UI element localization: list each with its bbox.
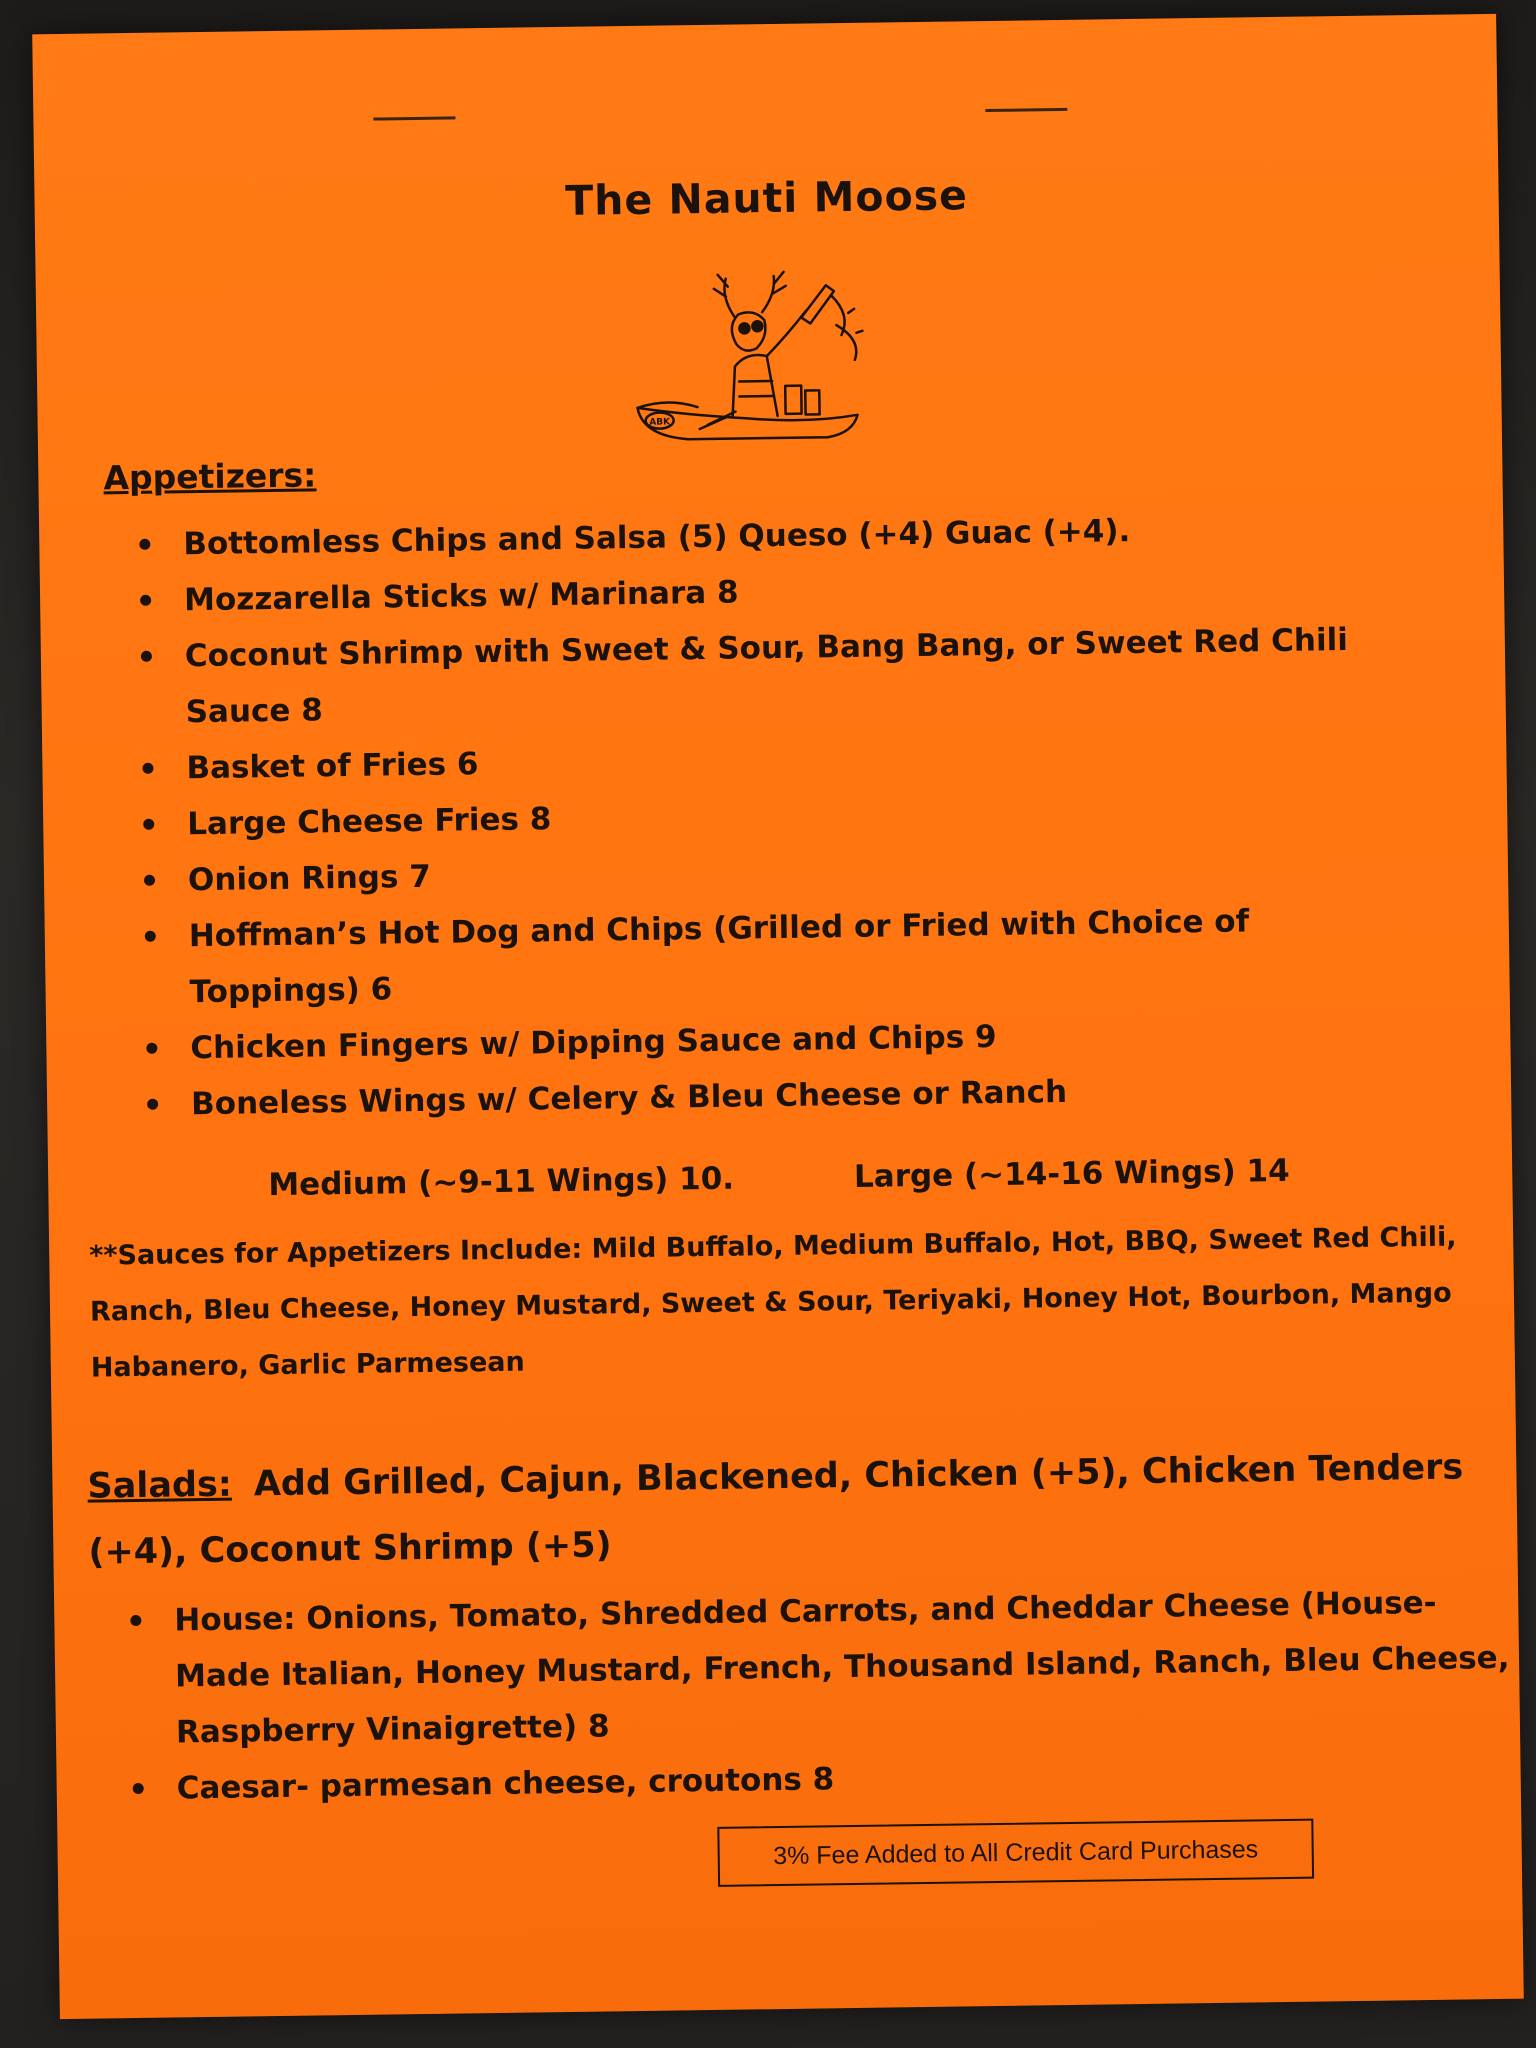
item-text: Onion Rings 7 [187,858,432,899]
credit-card-fee-notice: 3% Fee Added to All Credit Card Purchases [717,1819,1314,1887]
item-text: Large Cheese Fries 8 [187,801,552,843]
bullet-icon [144,875,155,886]
list-item [188,891,1419,1020]
bullet-icon [146,1043,157,1054]
salads-list [174,1574,1517,1817]
bullet-icon [143,819,154,830]
salads-heading: Salads: [87,1464,233,1507]
item-text: House: Onions, Tomato, Shredded Carrots, and Cheddar Cheese (House-Made Italian, Honey Mustard, French, Thousand Island, Ranch, Bleu Cheese, Raspberry Vinaigrette) 8 [174,1584,1510,1751]
top-left-dash [373,116,455,120]
salads-header [87,1434,1529,1586]
salads-addons: Add Grilled, Cajun, Blackened, Chicken (+5), Chicken Tenders (+4), Coconut Shrimp (+5) [88,1447,1464,1573]
item-text: Boneless Wings w/ Celery & Bleu Cheese or Ranch [190,1073,1068,1123]
wing-medium-price: Medium (~9-11 Wings) 10. [268,1160,735,1204]
bullet-icon [139,539,150,550]
bullet-icon [147,1099,158,1110]
item-text: Bottomless Chips and Salsa (5) Queso (+4) Guac (+4). [183,513,1131,563]
sauces-note: **Sauces for Appetizers Include: Mild Buffalo, Medium Buffalo, Hot, BBQ, Sweet Red Chili, Ranch, Bleu Cheese, Honey Mustard, Sweet & Sour, Teriyaki, Honey Hot, Bourbon, Mango Habanero, Garlic Parmesean [89,1221,1457,1384]
item-text: Mozzarella Sticks w/ Marinara 8 [183,574,739,619]
list-item [174,1574,1516,1761]
item-text: Hoffman’s Hot Dog and Chips (Grilled or Fried with Choice of Toppings) 6 [188,903,1250,1011]
bullet-icon [133,1783,144,1794]
appetizers-heading: Appetizers: [103,455,317,498]
moose-canoe-logo [625,254,888,448]
item-text: Basket of Fries 6 [186,746,479,787]
list-item [185,611,1416,740]
item-text: Coconut Shrimp with Sweet & Sour, Bang Bang, or Sweet Red Chili Sauce 8 [184,622,1349,731]
bullet-icon [140,595,151,606]
item-text: Chicken Fingers w/ Dipping Sauce and Chips 9 [190,1018,997,1067]
bullet-icon [130,1615,141,1626]
wing-large-price: Large (~14-16 Wings) 14 [853,1152,1290,1195]
menu-page [32,14,1524,2019]
top-right-dash [985,108,1067,112]
bullet-icon [145,931,156,942]
canoe-badge-text: ABK [649,417,671,428]
bullet-icon [142,763,153,774]
restaurant-title: The Nauti Moose [564,171,969,225]
appetizers-list [183,499,1421,1132]
item-text: Caesar- parmesan cheese, croutons 8 [176,1761,835,1807]
wing-sizes [268,1150,1468,1203]
bullet-icon [141,651,152,662]
